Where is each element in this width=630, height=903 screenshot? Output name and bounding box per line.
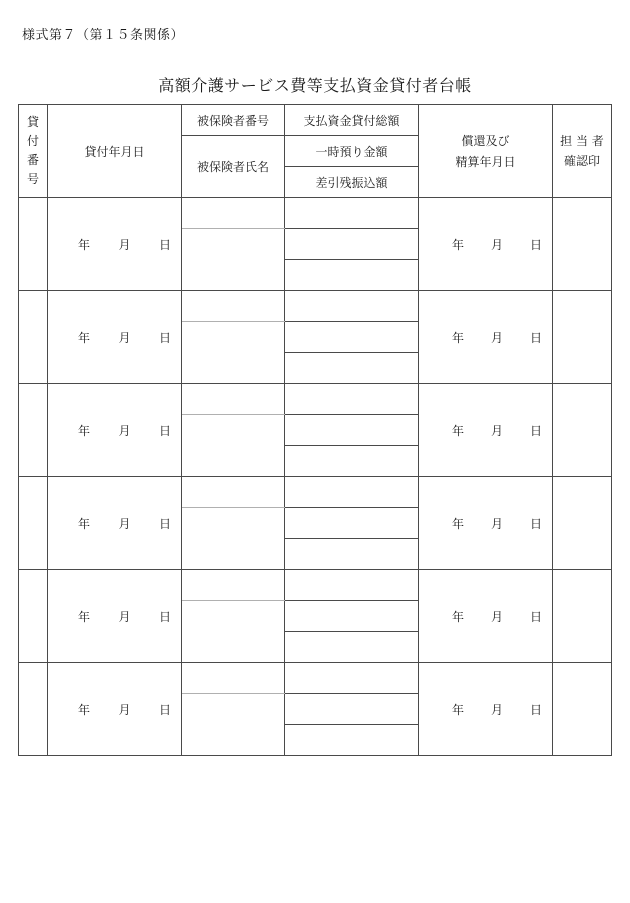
insured-name-cell[interactable]: [182, 415, 285, 477]
repayment-date-cell[interactable]: 年 月 日: [419, 384, 553, 477]
insured-name-cell[interactable]: [182, 601, 285, 663]
temporary-deposit-cell[interactable]: [285, 601, 419, 632]
loan-date-cell[interactable]: 年 月 日: [48, 291, 182, 384]
net-transfer-cell[interactable]: [285, 725, 419, 756]
insured-number-cell[interactable]: [182, 384, 285, 415]
header-repayment-date: 償還及び 精算年月日: [419, 105, 553, 198]
insured-number-cell[interactable]: [182, 477, 285, 508]
insured-name-cell[interactable]: [182, 694, 285, 756]
net-transfer-cell[interactable]: [285, 260, 419, 291]
header-net-transfer: 差引残振込額: [285, 167, 419, 198]
table-row: [19, 291, 612, 322]
net-transfer-cell[interactable]: [285, 539, 419, 570]
repayment-date-cell[interactable]: 年 月 日: [419, 477, 553, 570]
approver-seal-cell[interactable]: [553, 291, 612, 384]
loan-number-cell[interactable]: [19, 198, 48, 291]
header-insured-name: 被保険者氏名: [182, 136, 285, 198]
insured-number-cell[interactable]: [182, 291, 285, 322]
total-loan-amount-cell[interactable]: [285, 663, 419, 694]
total-loan-amount-cell[interactable]: [285, 384, 419, 415]
loan-number-cell[interactable]: [19, 477, 48, 570]
temporary-deposit-cell[interactable]: [285, 415, 419, 446]
repayment-date-cell[interactable]: 年 月 日: [419, 570, 553, 663]
loan-number-cell[interactable]: [19, 291, 48, 384]
header-loan-number: 貸 付 番 号: [19, 105, 48, 198]
loan-date-cell[interactable]: 年 月 日: [48, 570, 182, 663]
header-insured-number: 被保険者番号: [182, 105, 285, 136]
temporary-deposit-cell[interactable]: [285, 508, 419, 539]
approver-seal-cell[interactable]: [553, 384, 612, 477]
approver-seal-cell[interactable]: [553, 663, 612, 756]
approver-seal-cell[interactable]: [553, 477, 612, 570]
approver-seal-cell[interactable]: [553, 570, 612, 663]
form-number: 様式第７（第１５条関係）: [22, 28, 185, 43]
header-loan-date: 貸付年月日: [48, 105, 182, 198]
total-loan-amount-cell[interactable]: [285, 198, 419, 229]
repayment-date-cell[interactable]: 年 月 日: [419, 198, 553, 291]
loan-number-cell[interactable]: [19, 663, 48, 756]
loan-date-cell[interactable]: 年 月 日: [48, 477, 182, 570]
table-row: [19, 384, 612, 415]
header-row: [19, 105, 612, 136]
repayment-date-cell[interactable]: 年 月 日: [419, 663, 553, 756]
table-row: [19, 570, 612, 601]
loan-date-cell[interactable]: 年 月 日: [48, 198, 182, 291]
insured-number-cell[interactable]: [182, 198, 285, 229]
insured-number-cell[interactable]: [182, 570, 285, 601]
header-total-loan-amount: 支払資金貸付総額: [285, 105, 419, 136]
temporary-deposit-cell[interactable]: [285, 322, 419, 353]
table-row: [19, 198, 612, 229]
repayment-date-cell[interactable]: 年 月 日: [419, 291, 553, 384]
loan-number-cell[interactable]: [19, 384, 48, 477]
total-loan-amount-cell[interactable]: [285, 477, 419, 508]
insured-name-cell[interactable]: [182, 322, 285, 384]
table-row: [19, 663, 612, 694]
temporary-deposit-cell[interactable]: [285, 229, 419, 260]
net-transfer-cell[interactable]: [285, 446, 419, 477]
approver-seal-cell[interactable]: [553, 198, 612, 291]
temporary-deposit-cell[interactable]: [285, 694, 419, 725]
insured-name-cell[interactable]: [182, 229, 285, 291]
header-temporary-deposit: 一時預り金額: [285, 136, 419, 167]
total-loan-amount-cell[interactable]: [285, 570, 419, 601]
loan-number-cell[interactable]: [19, 570, 48, 663]
total-loan-amount-cell[interactable]: [285, 291, 419, 322]
net-transfer-cell[interactable]: [285, 632, 419, 663]
page-title: 高額介護サービス費等支払資金貸付者台帳: [158, 76, 472, 95]
table-row: [19, 477, 612, 508]
net-transfer-cell[interactable]: [285, 353, 419, 384]
loan-date-cell[interactable]: 年 月 日: [48, 663, 182, 756]
insured-name-cell[interactable]: [182, 508, 285, 570]
ledger-table: [18, 104, 612, 756]
loan-date-cell[interactable]: 年 月 日: [48, 384, 182, 477]
header-approver-seal: 担 当 者 確認印: [553, 105, 612, 198]
insured-number-cell[interactable]: [182, 663, 285, 694]
